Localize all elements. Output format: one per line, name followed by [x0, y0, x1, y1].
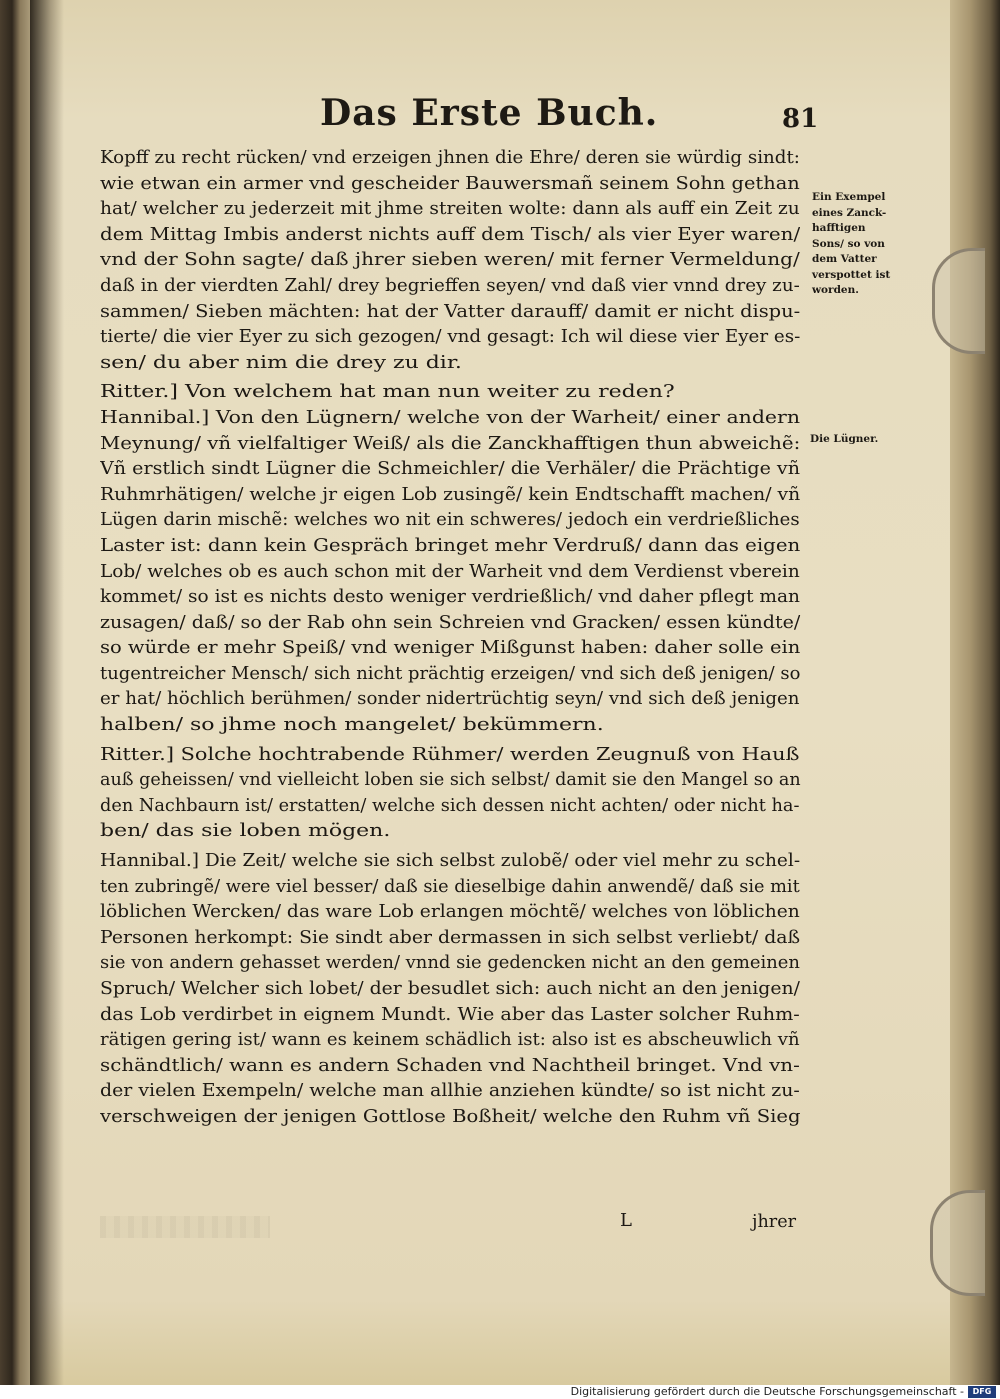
marginal-note-line: verspottet ist: [812, 268, 891, 281]
text-line: Lügen darin mischẽ: welches wo nit ein schweres/ jedoch ein verdrießliches: [100, 510, 800, 531]
text-line: so würde er mehr Speiß/ vnd weniger Mißgunst haben: daher solle ein: [100, 638, 801, 659]
marginal-note-line: Sons/ so von: [812, 237, 885, 250]
text-line: hat/ welcher zu jederzeit mit jhme streiten wolte: dann als auff ein Zeit zu: [100, 199, 800, 220]
footer-bar: [0, 1385, 1000, 1399]
marginal-note-line: hafftigen: [812, 222, 866, 234]
text-line: zusagen/ daß/ so der Rab ohn sein Schreien vnd Gracken/ essen kündte/: [100, 612, 801, 633]
spine-shadow: [30, 0, 64, 1385]
text-line: das Lob verdirbet in eignem Mundt. Wie aber das Laster solcher Ruhm-: [100, 1004, 800, 1025]
footer-credit: Digitalisierung gefördert durch die Deutsche Forschungsgemeinschaft -: [570, 1385, 964, 1398]
show-through-text: [100, 1216, 270, 1238]
text-line: ten zubringẽ/ were viel besser/ daß sie dieselbige dahin anwendẽ/ daß sie mit: [100, 876, 800, 897]
book-clasp-bottom: [930, 1190, 985, 1296]
text-line: halben/ so jhme noch mangelet/ bekümmern.: [100, 715, 604, 736]
text-line: vnd der Sohn sagte/ daß jhrer sieben weren/ mit ferner Vermeldung/: [100, 250, 800, 271]
text-line: auß geheissen/ vnd vielleicht loben sie sich selbst/ damit sie den Mangel so an: [100, 770, 801, 791]
text-line: sammen/ Sieben mächten: hat der Vatter darauff/ damit er nicht dispu-: [100, 301, 800, 322]
text-line: Personen herkompt: Sie sindt aber dermassen in sich selbst verliebt/ daß: [100, 927, 800, 948]
speaker-line-hannibal: Hannibal.] Die Zeit/ welche sie sich selbst zulobẽ/ oder viel mehr zu schel-: [100, 851, 801, 872]
text-line: Laster ist: dann kein Gespräch bringet mehr Verdruß/ dann das eigen: [100, 535, 801, 556]
text-line: Ruhmrhätigen/ welche jr eigen Lob zusingẽ/ kein Endtschafft machen/ vñ: [100, 484, 800, 505]
text-line: der vielen Exempeln/ welche man allhie anziehen kündte/ so ist nicht zu-: [100, 1081, 800, 1102]
running-title: Das Erste Buch.: [320, 92, 659, 134]
marginal-note-luegner: [810, 432, 910, 448]
paper-page: [30, 0, 980, 1385]
text-line: Spruch/ Welcher sich lobet/ der besudlet sich: auch nicht an den jenigen/: [100, 979, 800, 999]
text-line: wie etwan ein armer vnd gescheider Bauwersmañ seinem Sohn gethan: [100, 173, 800, 194]
book-clasp-top: [932, 248, 985, 354]
text-line: tierte/ die vier Eyer zu sich gezogen/ vnd gesagt: Ich wil diese vier Eyer es-: [100, 327, 801, 348]
signature-mark: L: [620, 1210, 632, 1231]
page-number: 81: [782, 104, 819, 134]
speaker-line-ritter: Ritter.] Solche hochtrabende Rühmer/ werden Zeugnuß von Hauß: [100, 744, 800, 765]
text-line: rätigen gering ist/ wann es keinem schädlich ist: also ist es abscheuwlich vñ: [100, 1030, 800, 1051]
body-text: [100, 146, 800, 1131]
text-line: Kopff zu recht rücken/ vnd erzeigen jhnen die Ehre/ deren sie würdig sindt:: [100, 148, 800, 168]
marginal-note-line: Ein Exempel: [812, 191, 886, 203]
text-line: daß in der vierdten Zahl/ drey begrieffen seyen/ vnd daß vier vnnd drey zu-: [100, 275, 800, 296]
text-line: sie von andern gehasset werden/ vnnd sie gedencken nicht an den gemeinen: [100, 953, 800, 974]
text-line: den Nachbaurn ist/ erstatten/ welche sich dessen nicht achten/ oder nicht ha-: [100, 795, 800, 816]
marginal-note-exempel: [812, 190, 912, 299]
marginal-note-line: worden.: [812, 284, 859, 296]
page-edge-stack: [950, 0, 1000, 1385]
text-line: verschweigen der jenigen Gottlose Boßheit/ welche den Ruhm vñ Sieg: [100, 1106, 801, 1127]
catchword: jhrer: [752, 1212, 797, 1232]
marginal-note-line: dem Vatter: [812, 253, 877, 265]
text-line: er hat/ höchlich berühmen/ sonder nidertrüchtig seyn/ vnd sich deß jenigen: [100, 689, 800, 710]
text-line: Meynung/ vñ vielfaltiger Weiß/ als die Zanckhafftigen thun abweichẽ:: [100, 433, 800, 454]
dfg-logo-icon: DFG: [968, 1386, 996, 1398]
text-line: kommet/ so ist es nichts desto weniger verdrießlich/ vnd daher pflegt man: [100, 587, 800, 608]
text-line: dem Mittag Imbis anderst nichts auff dem Tisch/ als vier Eyer waren/: [100, 224, 800, 245]
text-line: schändtlich/ wann es andern Schaden vnd Nachtheil bringet. Vnd vn-: [100, 1055, 800, 1076]
marginal-note-line: eines Zanck-: [812, 206, 887, 219]
speaker-line-hannibal: Hannibal.] Von den Lügnern/ welche von der Warheit/ einer andern: [100, 407, 800, 428]
text-line: löblichen Wercken/ das ware Lob erlangen möchtẽ/ welches von löblichen: [100, 902, 800, 923]
text-line: tugentreicher Mensch/ sich nicht prächtig erzeigen/ vnd sich deß jenigen/ so: [100, 663, 801, 684]
speaker-line-ritter: Ritter.] Von welchem hat man nun weiter zu reden?: [100, 382, 675, 403]
text-line: ben/ das sie loben mögen.: [100, 821, 391, 842]
text-line: sen/ du aber nim die drey zu dir.: [100, 352, 462, 373]
marginal-note-line: Die Lügner.: [810, 433, 879, 445]
text-line: Lob/ welches ob es auch schon mit der Warheit vnd dem Verdienst vberein: [100, 561, 800, 582]
text-line: Vñ erstlich sindt Lügner die Schmeichler/ die Verhäler/ die Prächtige vñ: [100, 459, 800, 480]
